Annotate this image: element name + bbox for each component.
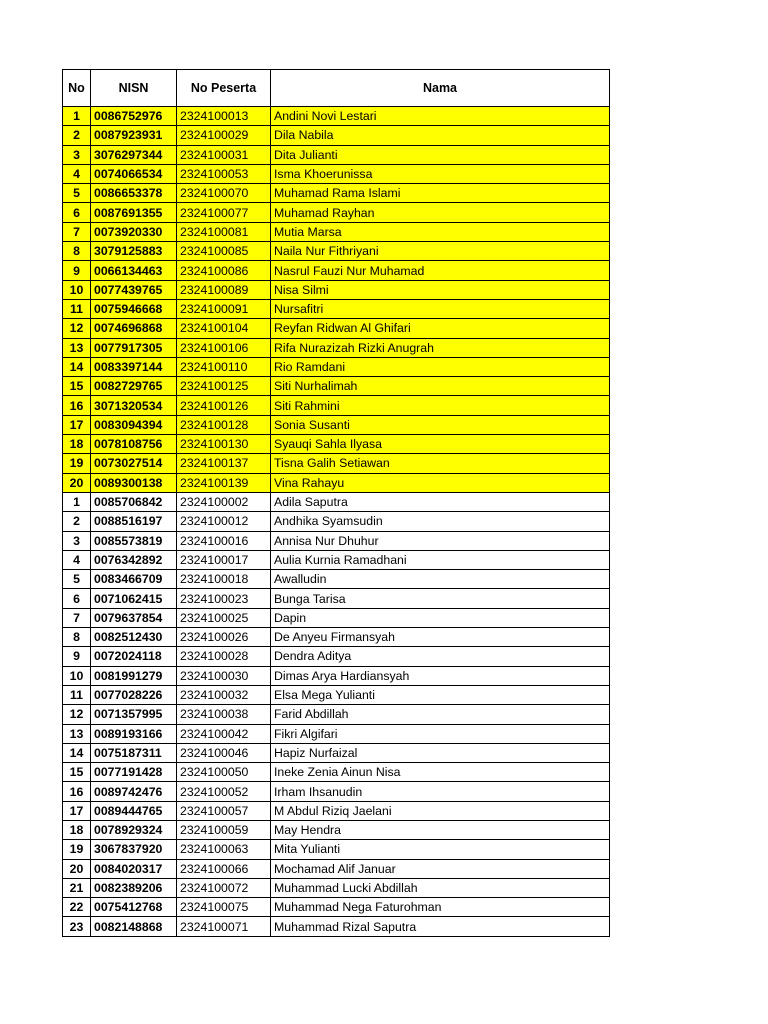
- cell-no-peserta: 2324100002: [177, 492, 271, 511]
- table-row: [63, 801, 610, 820]
- cell-no-peserta: 2324100077: [177, 203, 271, 222]
- table-row: [63, 878, 610, 897]
- cell-nama: Adila Saputra: [271, 492, 610, 511]
- table-row: [63, 107, 610, 126]
- cell-nama: Vina Rahayu: [271, 473, 610, 492]
- cell-no: 7: [63, 222, 91, 241]
- cell-no-peserta: 2324100110: [177, 357, 271, 376]
- cell-no-peserta: 2324100031: [177, 145, 271, 164]
- cell-no: 3: [63, 145, 91, 164]
- table-row: [63, 859, 610, 878]
- cell-no-peserta: 2324100017: [177, 550, 271, 569]
- table-row: [63, 280, 610, 299]
- table-row: [63, 743, 610, 762]
- table-row: [63, 396, 610, 415]
- cell-no-peserta: 2324100106: [177, 338, 271, 357]
- cell-no-peserta: 2324100038: [177, 705, 271, 724]
- cell-no: 2: [63, 126, 91, 145]
- cell-no: 1: [63, 492, 91, 511]
- cell-no: 12: [63, 319, 91, 338]
- table-row: [63, 261, 610, 280]
- cell-nama: Bunga Tarisa: [271, 589, 610, 608]
- cell-no-peserta: 2324100104: [177, 319, 271, 338]
- cell-nama: Naila Nur Fithriyani: [271, 242, 610, 261]
- cell-no: 14: [63, 743, 91, 762]
- cell-nisn: 0089300138: [91, 473, 177, 492]
- cell-no: 8: [63, 628, 91, 647]
- table-row: [63, 608, 610, 627]
- table-row: [63, 145, 610, 164]
- cell-nama: Siti Nurhalimah: [271, 377, 610, 396]
- table-row: [63, 203, 610, 222]
- cell-no: 16: [63, 782, 91, 801]
- cell-nama: Nisa Silmi: [271, 280, 610, 299]
- cell-nisn: 0082512430: [91, 628, 177, 647]
- cell-no-peserta: 2324100016: [177, 531, 271, 550]
- table-row: [63, 628, 610, 647]
- table-row: [63, 840, 610, 859]
- header-no-peserta: No Peserta: [177, 70, 271, 107]
- cell-nisn: 0089742476: [91, 782, 177, 801]
- cell-nama: Farid Abdillah: [271, 705, 610, 724]
- cell-no: 20: [63, 859, 91, 878]
- cell-no: 7: [63, 608, 91, 627]
- cell-nama: Mutia Marsa: [271, 222, 610, 241]
- cell-no-peserta: 2324100137: [177, 454, 271, 473]
- cell-nisn: 0074696868: [91, 319, 177, 338]
- cell-nama: Reyfan Ridwan Al Ghifari: [271, 319, 610, 338]
- cell-no-peserta: 2324100072: [177, 878, 271, 897]
- cell-nisn: 0066134463: [91, 261, 177, 280]
- cell-nisn: 3071320534: [91, 396, 177, 415]
- cell-nama: Dendra Aditya: [271, 647, 610, 666]
- cell-no: 21: [63, 878, 91, 897]
- cell-nisn: 0087691355: [91, 203, 177, 222]
- cell-nama: Fikri Algifari: [271, 724, 610, 743]
- table-row: [63, 338, 610, 357]
- cell-no-peserta: 2324100032: [177, 685, 271, 704]
- table-row: [63, 492, 610, 511]
- cell-nama: Awalludin: [271, 570, 610, 589]
- table-row: [63, 685, 610, 704]
- cell-no-peserta: 2324100052: [177, 782, 271, 801]
- cell-nama: Isma Khoerunissa: [271, 164, 610, 183]
- table-row: [63, 377, 610, 396]
- cell-nisn: 0085706842: [91, 492, 177, 511]
- table-row: [63, 589, 610, 608]
- cell-nisn: 0077191428: [91, 763, 177, 782]
- cell-nama: Dita Julianti: [271, 145, 610, 164]
- cell-nisn: 0086752976: [91, 107, 177, 126]
- table-row: [63, 917, 610, 936]
- cell-no: 14: [63, 357, 91, 376]
- cell-nama: Rifa Nurazizah Rizki Anugrah: [271, 338, 610, 357]
- table-row: [63, 763, 610, 782]
- cell-no: 16: [63, 396, 91, 415]
- cell-no: 6: [63, 589, 91, 608]
- table-row: [63, 820, 610, 839]
- table-row: [63, 415, 610, 434]
- cell-no: 15: [63, 377, 91, 396]
- table-row: [63, 222, 610, 241]
- cell-no: 13: [63, 338, 91, 357]
- cell-nama: May Hendra: [271, 820, 610, 839]
- cell-nama: Siti Rahmini: [271, 396, 610, 415]
- cell-nisn: 0076342892: [91, 550, 177, 569]
- cell-nama: Sonia Susanti: [271, 415, 610, 434]
- table-row: [63, 435, 610, 454]
- cell-nama: Muhammad Nega Faturohman: [271, 898, 610, 917]
- cell-nama: Dapin: [271, 608, 610, 627]
- cell-nama: Tisna Galih Setiawan: [271, 454, 610, 473]
- cell-nisn: 0082729765: [91, 377, 177, 396]
- cell-nisn: 0073027514: [91, 454, 177, 473]
- cell-nisn: 0083397144: [91, 357, 177, 376]
- cell-nama: Dila Nabila: [271, 126, 610, 145]
- cell-no: 8: [63, 242, 91, 261]
- cell-nisn: 0082389206: [91, 878, 177, 897]
- cell-nisn: 0087923931: [91, 126, 177, 145]
- cell-no: 4: [63, 550, 91, 569]
- cell-no: 6: [63, 203, 91, 222]
- cell-no-peserta: 2324100013: [177, 107, 271, 126]
- cell-no-peserta: 2324100126: [177, 396, 271, 415]
- cell-nisn: 0084020317: [91, 859, 177, 878]
- cell-no-peserta: 2324100053: [177, 164, 271, 183]
- cell-no: 13: [63, 724, 91, 743]
- cell-no: 18: [63, 435, 91, 454]
- cell-nisn: 0078108756: [91, 435, 177, 454]
- cell-no-peserta: 2324100046: [177, 743, 271, 762]
- cell-no-peserta: 2324100063: [177, 840, 271, 859]
- cell-nama: Andini Novi Lestari: [271, 107, 610, 126]
- cell-nama: Syauqi Sahla Ilyasa: [271, 435, 610, 454]
- table-row: [63, 454, 610, 473]
- cell-no: 3: [63, 531, 91, 550]
- cell-nisn: 0073920330: [91, 222, 177, 241]
- cell-nama: Dimas Arya Hardiansyah: [271, 666, 610, 685]
- cell-nama: Elsa Mega Yulianti: [271, 685, 610, 704]
- cell-no: 15: [63, 763, 91, 782]
- table-row: [63, 126, 610, 145]
- cell-nama: Annisa Nur Dhuhur: [271, 531, 610, 550]
- cell-no-peserta: 2324100050: [177, 763, 271, 782]
- cell-nama: Muhamad Rayhan: [271, 203, 610, 222]
- cell-no: 11: [63, 685, 91, 704]
- cell-no-peserta: 2324100130: [177, 435, 271, 454]
- cell-no: 5: [63, 570, 91, 589]
- cell-no-peserta: 2324100057: [177, 801, 271, 820]
- cell-no: 10: [63, 666, 91, 685]
- cell-nisn: 0075412768: [91, 898, 177, 917]
- table-body: [63, 107, 610, 937]
- cell-no-peserta: 2324100026: [177, 628, 271, 647]
- cell-no: 19: [63, 454, 91, 473]
- cell-nisn: 0089193166: [91, 724, 177, 743]
- table-row: [63, 705, 610, 724]
- cell-nisn: 0078929324: [91, 820, 177, 839]
- cell-no-peserta: 2324100029: [177, 126, 271, 145]
- cell-no: 5: [63, 184, 91, 203]
- table-row: [63, 531, 610, 550]
- cell-no: 9: [63, 647, 91, 666]
- cell-no-peserta: 2324100125: [177, 377, 271, 396]
- table-row: [63, 184, 610, 203]
- cell-nama: Muhamad Rama Islami: [271, 184, 610, 203]
- cell-no: 1: [63, 107, 91, 126]
- cell-nama: Nursafitri: [271, 299, 610, 318]
- cell-nisn: 0077917305: [91, 338, 177, 357]
- cell-nama: Nasrul Fauzi Nur Muhamad: [271, 261, 610, 280]
- cell-nama: Aulia Kurnia Ramadhani: [271, 550, 610, 569]
- table-row: [63, 570, 610, 589]
- cell-no: 9: [63, 261, 91, 280]
- cell-no-peserta: 2324100071: [177, 917, 271, 936]
- table-row: [63, 782, 610, 801]
- cell-nisn: 0082148868: [91, 917, 177, 936]
- cell-no: 2: [63, 512, 91, 531]
- cell-nisn: 0075187311: [91, 743, 177, 762]
- cell-no-peserta: 2324100128: [177, 415, 271, 434]
- cell-nisn: 0072024118: [91, 647, 177, 666]
- cell-no: 23: [63, 917, 91, 936]
- cell-nama: Muhammad Lucki Abdillah: [271, 878, 610, 897]
- cell-no-peserta: 2324100081: [177, 222, 271, 241]
- cell-nisn: 0083094394: [91, 415, 177, 434]
- cell-nisn: 0083466709: [91, 570, 177, 589]
- header-no: No: [63, 70, 91, 107]
- student-table: [62, 69, 610, 937]
- cell-nisn: 3067837920: [91, 840, 177, 859]
- cell-nisn: 0077439765: [91, 280, 177, 299]
- cell-nisn: 0071357995: [91, 705, 177, 724]
- cell-no-peserta: 2324100012: [177, 512, 271, 531]
- cell-nisn: 0074066534: [91, 164, 177, 183]
- table-row: [63, 242, 610, 261]
- header-nama: Nama: [271, 70, 610, 107]
- cell-no-peserta: 2324100139: [177, 473, 271, 492]
- cell-no: 22: [63, 898, 91, 917]
- cell-nisn: 0081991279: [91, 666, 177, 685]
- cell-no-peserta: 2324100028: [177, 647, 271, 666]
- table-row: [63, 299, 610, 318]
- cell-no-peserta: 2324100085: [177, 242, 271, 261]
- cell-no: 10: [63, 280, 91, 299]
- cell-nama: Ineke Zenia Ainun Nisa: [271, 763, 610, 782]
- cell-no-peserta: 2324100042: [177, 724, 271, 743]
- cell-no-peserta: 2324100075: [177, 898, 271, 917]
- cell-no: 17: [63, 801, 91, 820]
- cell-nisn: 0077028226: [91, 685, 177, 704]
- table-row: [63, 319, 610, 338]
- cell-nama: De Anyeu Firmansyah: [271, 628, 610, 647]
- cell-no-peserta: 2324100066: [177, 859, 271, 878]
- header-nisn: NISN: [91, 70, 177, 107]
- cell-no: 4: [63, 164, 91, 183]
- cell-nisn: 0089444765: [91, 801, 177, 820]
- table-row: [63, 898, 610, 917]
- table-row: [63, 666, 610, 685]
- cell-no: 19: [63, 840, 91, 859]
- cell-nisn: 0086653378: [91, 184, 177, 203]
- cell-no-peserta: 2324100030: [177, 666, 271, 685]
- cell-nama: Andhika Syamsudin: [271, 512, 610, 531]
- cell-nisn: 0079637854: [91, 608, 177, 627]
- cell-nama: Rio Ramdani: [271, 357, 610, 376]
- table-row: [63, 550, 610, 569]
- cell-nama: Hapiz Nurfaizal: [271, 743, 610, 762]
- cell-nisn: 0088516197: [91, 512, 177, 531]
- table-row: [63, 512, 610, 531]
- header-row: [63, 70, 610, 107]
- cell-nama: M Abdul Riziq Jaelani: [271, 801, 610, 820]
- table-row: [63, 164, 610, 183]
- cell-nisn: 0075946668: [91, 299, 177, 318]
- cell-no-peserta: 2324100025: [177, 608, 271, 627]
- cell-nisn: 0085573819: [91, 531, 177, 550]
- cell-nama: Mochamad Alif Januar: [271, 859, 610, 878]
- cell-no: 20: [63, 473, 91, 492]
- cell-no: 11: [63, 299, 91, 318]
- cell-nama: Mita Yulianti: [271, 840, 610, 859]
- cell-no: 18: [63, 820, 91, 839]
- cell-no-peserta: 2324100091: [177, 299, 271, 318]
- cell-nisn: 3079125883: [91, 242, 177, 261]
- table-row: [63, 724, 610, 743]
- cell-no-peserta: 2324100059: [177, 820, 271, 839]
- cell-no-peserta: 2324100089: [177, 280, 271, 299]
- cell-nama: Muhammad Rizal Saputra: [271, 917, 610, 936]
- cell-nisn: 0071062415: [91, 589, 177, 608]
- cell-no: 12: [63, 705, 91, 724]
- cell-nisn: 3076297344: [91, 145, 177, 164]
- table-row: [63, 357, 610, 376]
- table-row: [63, 473, 610, 492]
- cell-no-peserta: 2324100023: [177, 589, 271, 608]
- cell-no-peserta: 2324100086: [177, 261, 271, 280]
- cell-no-peserta: 2324100070: [177, 184, 271, 203]
- table-row: [63, 647, 610, 666]
- cell-no-peserta: 2324100018: [177, 570, 271, 589]
- cell-no: 17: [63, 415, 91, 434]
- cell-nama: Irham Ihsanudin: [271, 782, 610, 801]
